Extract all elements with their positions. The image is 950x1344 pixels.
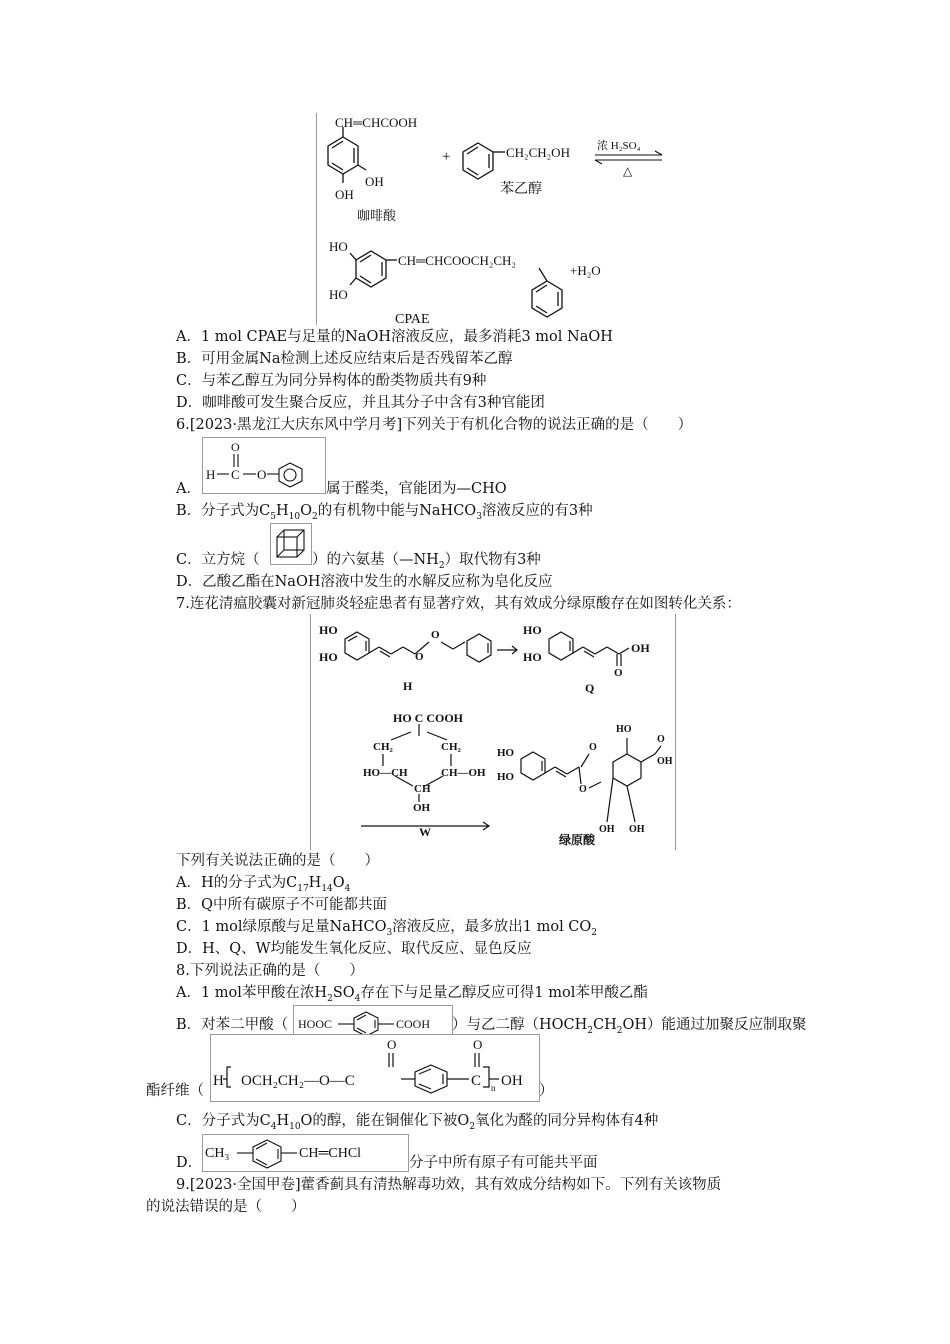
chcl-chain: CH═CHCl (299, 1146, 362, 1161)
chlorostyrene-figure (202, 1134, 409, 1172)
equilibrium-arrow (595, 151, 662, 164)
poly-h: H (213, 1073, 224, 1089)
cubane-figure (270, 523, 312, 565)
q-ho-top: HO (523, 623, 542, 637)
q7-stem: 7.连花清瘟胶囊对新冠肺炎轻症患者有显著疗效，其有效成分绿原酸存在如图转化关系： (176, 596, 741, 612)
q8-b-ch: CH (593, 1017, 617, 1033)
q7-option-c (176, 918, 597, 938)
q6-option-a-text: 属于醛类，官能团为—CHO (326, 481, 507, 497)
h-label: H (403, 679, 413, 693)
g-ho-top: HO (497, 747, 515, 759)
condition-heat: △ (623, 164, 633, 178)
ch3-text: CH₃ (205, 1146, 230, 1161)
q8-c-mid: O的醇，能在铜催化下被O (300, 1113, 470, 1129)
poly-carbonyl-o2: O (473, 1037, 483, 1052)
cpae-reaction-figure (316, 113, 667, 325)
q8-option-b-text (452, 1016, 807, 1036)
cpae-name: CPAE (395, 312, 430, 325)
q8-option-d-text: 分子中所有原子有可能共平面 (409, 1155, 598, 1171)
water-product: +H₂O (570, 263, 601, 278)
q8-b-sub-1: 2 (587, 1026, 594, 1036)
q7-a-prefix: A．H的分子式为C (176, 875, 298, 891)
cpae-ho-top: HO (329, 239, 348, 254)
q5-option-d: D．咖啡酸可发生聚合反应，并且其分子中含有3种官能团 (176, 395, 545, 411)
caffeic-chain-text: CH═CHCOOH (335, 115, 418, 130)
cpae-reaction-diagram (317, 113, 667, 325)
q6-b-sub-o: 2 (311, 512, 318, 522)
q-carbonyl-o: O (614, 667, 623, 679)
g-oh-right: OH (657, 756, 673, 767)
poly-n: n (491, 1083, 496, 1093)
q7-a-h: H (308, 875, 322, 891)
cooh-text: COOH (396, 1017, 431, 1031)
q8-a-suffix: 存在下与足量乙醇反应可得1 mol苯甲酸乙酯 (360, 985, 648, 1001)
q6-stem: 6.[2023·黑龙江大庆东风中学月考]下列关于有机化合物的说法正确的是（ ） (176, 417, 693, 433)
q8-option-b-prefix: B．对苯二甲酸（ (176, 1017, 289, 1033)
chlorogenic-bonds (345, 632, 661, 830)
polyester-figure (210, 1034, 540, 1102)
cpae-ring-left (350, 251, 397, 287)
g-oh-bottom-left: OH (599, 824, 615, 835)
q5-option-c: C．与苯乙醇互为同分异构体的酚类物质共有9种 (176, 373, 487, 389)
q8-a-prefix: A．1 mol苯甲酸在浓H (176, 985, 328, 1001)
w-ch-mid: CH (414, 783, 431, 795)
q8-option-d-prefix: D． (176, 1155, 203, 1171)
q6-option-b (176, 502, 593, 522)
q6-option-c-prefix: C．立方烷（ (176, 552, 260, 568)
phenylethanol-ring (463, 143, 505, 179)
q6-b-sub-c: 5 (270, 512, 276, 522)
w-ho-ch: HO—CH (363, 767, 408, 779)
formate-ether-o: O (257, 467, 267, 482)
w-oh: OH (413, 802, 431, 814)
q7-c-sub-2: 2 (591, 928, 598, 938)
q8-a-sub-2: 2 (327, 994, 333, 1004)
q8-c-sub-o: 2 (469, 1122, 476, 1132)
poly-oh: OH (501, 1073, 523, 1089)
caffeic-acid-name: 咖啡酸 (357, 208, 397, 223)
h-carbonyl-o: O (415, 651, 424, 663)
q8-option-b-tail-prefix: 酯纤维（ (146, 1083, 204, 1099)
g-carbonyl-o: O (589, 742, 597, 753)
plus-sign: + (442, 149, 451, 165)
poly-c2: C (471, 1073, 482, 1089)
condition-h2so4: 浓 H₂SO₄ (597, 140, 641, 152)
q-ho-bottom: HO (523, 650, 542, 664)
q-label: Q (585, 681, 595, 695)
q8-option-b-tail-suffix: ） (539, 1083, 554, 1099)
q8-a-so: SO (332, 985, 355, 1001)
q9-stem-line1: 9.[2023·全国甲卷]藿香蓟具有清热解毒功效，其有效成分结构如下。下列有关该物质 (176, 1177, 722, 1193)
q7-option-b: B．Q中所有碳原子不可能都共面 (176, 897, 388, 913)
q8-a-sub-4: 4 (354, 994, 361, 1004)
q8-b-suffix: OH）能通过加聚反应制取聚 (622, 1017, 807, 1033)
q6-c-mid: ）的六氨基（—NH (312, 552, 439, 568)
q5-option-a: A．1 mol CPAE与足量的NaOH溶液反应，最多消耗3 mol NaOH (176, 329, 613, 345)
q8-c-suffix: 氧化为醛的同分异构体有4种 (475, 1113, 659, 1129)
q7-a-sub-o: 4 (344, 884, 351, 894)
q9-stem-line2: 的说法错误的是（ ） (146, 1199, 306, 1215)
q7-question-line: 下列有关说法正确的是（ ） (176, 853, 379, 869)
caffeic-oh-bottom: OH (335, 187, 354, 202)
w-ch2-left: CH₂ (373, 741, 393, 753)
q8-c-prefix: C．分子式为C (176, 1113, 271, 1129)
q6-b-prefix: B．分子式为C (176, 503, 271, 519)
h-ho-top: HO (319, 623, 338, 637)
g-acid-o: O (657, 734, 665, 745)
poly-carbonyl-o1: O (387, 1037, 397, 1052)
cpae-ring-right (532, 268, 562, 317)
q8-c-h: H (276, 1113, 290, 1129)
q6-c-sub: 2 (438, 561, 445, 571)
formate-h: H (206, 467, 216, 482)
q6-c-suffix: ）取代物有3种 (444, 552, 541, 568)
chlorogenic-acid-figure (310, 614, 676, 850)
chlorogenic-acid-diagram (311, 614, 675, 850)
q8-c-sub-c: 4 (270, 1122, 277, 1132)
q5-option-b: B．可用金属Na检测上述反应结束后是否残留苯乙醇 (176, 351, 513, 367)
q8-stem: 8.下列说法正确的是（ ） (176, 963, 364, 979)
q7-a-sub-c: 17 (297, 884, 309, 894)
cpae-ho-bottom: HO (329, 287, 348, 302)
q6-b-o: O (300, 503, 312, 519)
q6-option-c-text (312, 551, 541, 571)
w-label: W (419, 825, 431, 839)
q6-option-d: D．乙酸乙酯在NaOH溶液中发生的水解反应称为皂化反应 (176, 574, 553, 590)
cubane-structure (271, 524, 311, 564)
q7-a-sub-h: 14 (321, 884, 333, 894)
q6-b-h: H (275, 503, 289, 519)
cpae-chain: CH═CHCOOCH₂CH₂ (398, 253, 516, 268)
q7-c-mid: 溶液反应，最多放出1 mol CO (392, 919, 592, 935)
q7-a-o: O (332, 875, 345, 891)
q8-b-mid: ）与乙二醇（HOCH (452, 1017, 588, 1033)
h-ho-bottom: HO (319, 650, 338, 664)
h-ester-o: O (431, 629, 440, 641)
hooc-text: HOOC (298, 1017, 333, 1031)
q6-b-sub-h: 10 (288, 512, 301, 522)
polyester-structure (211, 1035, 539, 1101)
w-top: HO C COOH (393, 711, 464, 725)
q7-c-sub-3: 3 (386, 928, 393, 938)
q7-option-a (176, 874, 350, 894)
formate-ester-figure (202, 437, 326, 494)
g-oh-bottom-right: OH (629, 824, 645, 835)
q6-b-mid: 的有机物中能与NaHCO (317, 503, 477, 519)
q-oh: OH (631, 641, 650, 655)
q6-b-sub-3: 3 (476, 512, 482, 522)
formate-c: C (231, 467, 240, 482)
caffeic-acid-ring (328, 127, 366, 183)
q8-b-sub-2: 2 (616, 1026, 623, 1036)
q7-option-d: D．H、Q、W均能发生氧化反应、取代反应、显色反应 (176, 941, 532, 957)
phenylethanol-name: 苯乙醇 (500, 182, 542, 197)
caffeic-oh-right: OH (365, 174, 384, 189)
chlorogenic-acid-label: 绿原酸 (559, 833, 596, 847)
chlorostyrene-structure (203, 1135, 408, 1171)
w-ch-oh: CH—OH (441, 767, 486, 779)
q8-option-c (176, 1112, 658, 1132)
q6-option-a-prefix: A． (176, 481, 201, 497)
carbonyl-o: O (231, 440, 240, 454)
g-ester-o: O (579, 784, 587, 795)
q8-option-a (176, 984, 648, 1004)
g-ho-right: HO (616, 724, 632, 735)
poly-chain: OCH₂CH₂—O—C (241, 1073, 355, 1089)
q6-b-suffix: 溶液反应的有3种 (481, 503, 593, 519)
phenylethanol-chain: CH₂CH₂OH (506, 145, 570, 160)
phenyl-formate-structure (203, 438, 325, 493)
g-ho-bottom: HO (497, 771, 515, 783)
w-ch2-right: CH₂ (441, 741, 461, 753)
q7-c-prefix: C．1 mol绿原酸与足量NaHCO (176, 919, 387, 935)
q8-c-sub-h: 10 (289, 1122, 301, 1132)
